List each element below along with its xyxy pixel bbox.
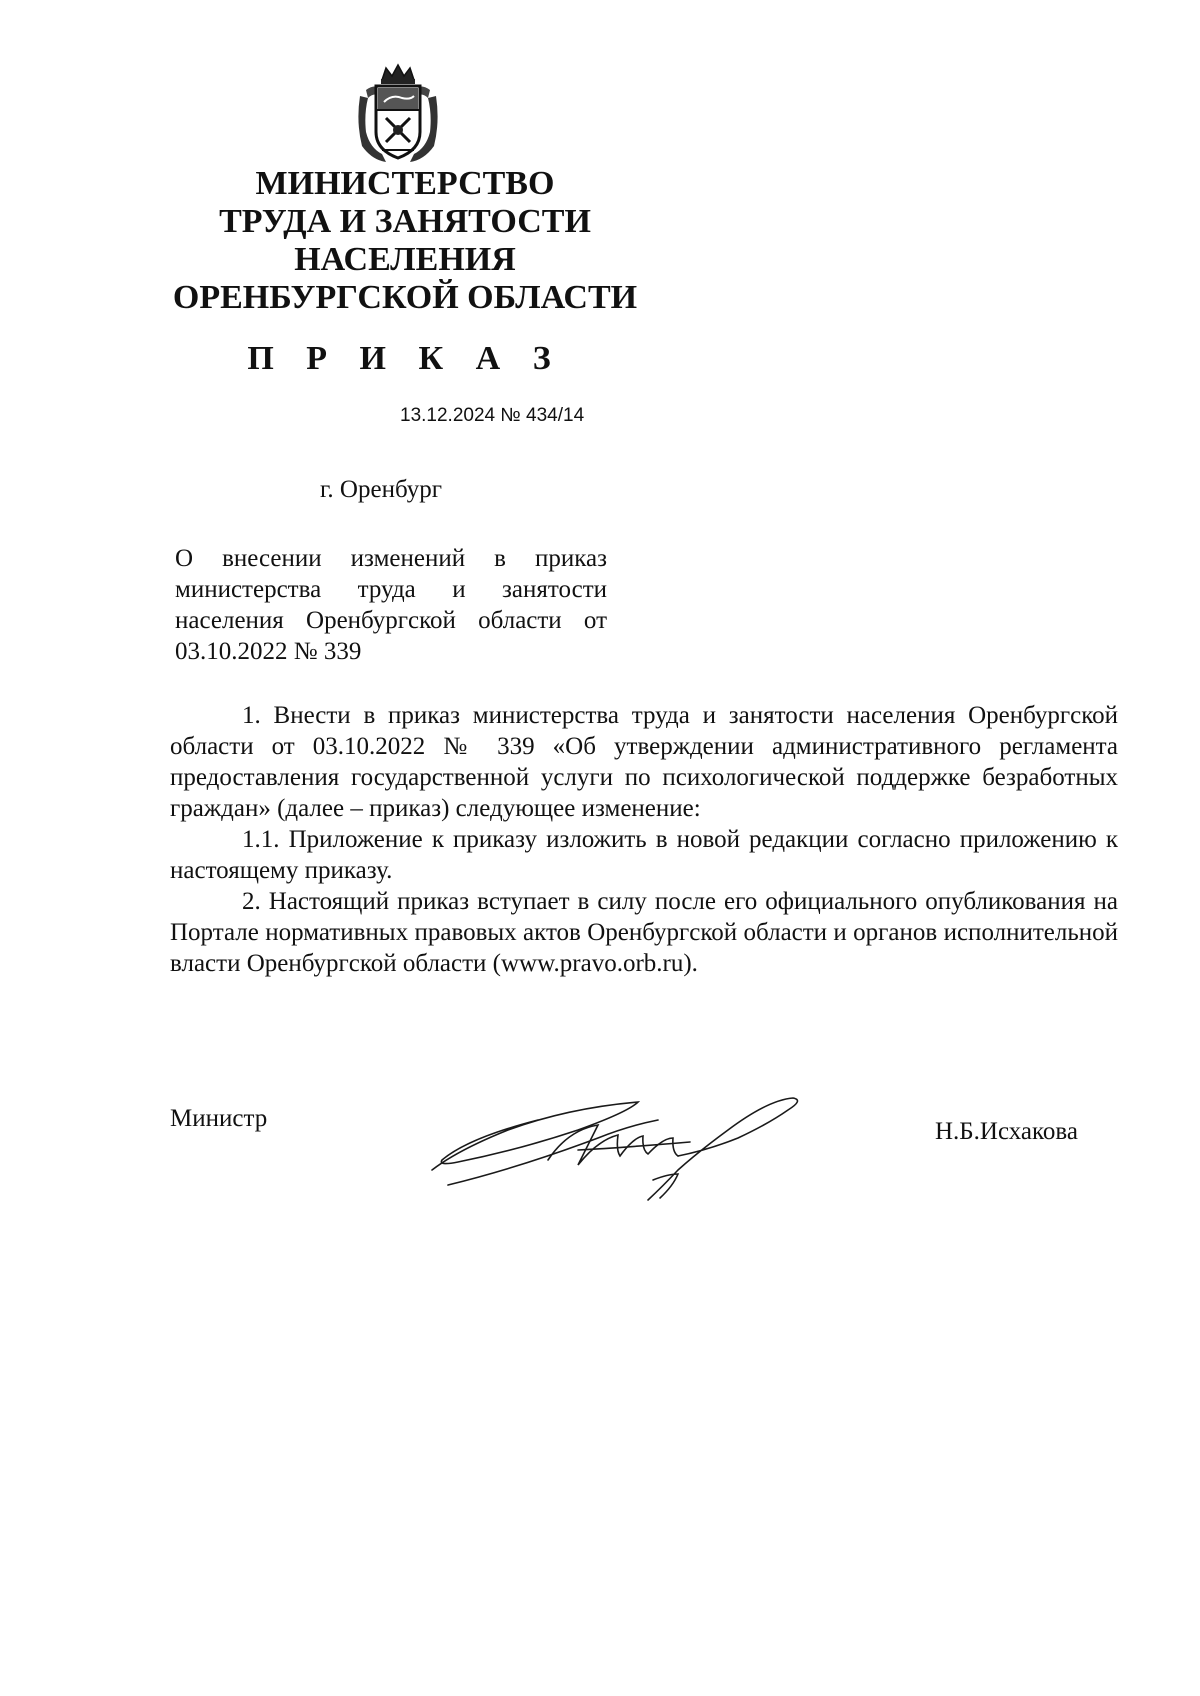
document-city: г. Оренбург [320,476,442,503]
ministry-name-line: ТРУДА И ЗАНЯТОСТИ [219,203,591,240]
document-body [170,700,1118,979]
document-subject: О внесении изменений в приказ министерства труда и занятости населения Оренбургской области от 03.10.2022 № 339 [175,545,607,665]
body-paragraph: 1.1. Приложение к приказу изложить в новой редакции согласно приложению к настоящему приказу. [170,826,1118,884]
ministry-name-line: ОРЕНБУРГСКОЙ ОБЛАСТИ [172,279,638,316]
signer-role: Министр [170,1105,268,1132]
ministry-name-line: МИНИСТЕРСТВО [255,165,555,202]
body-paragraph: 1. Внести в приказ министерства труда и занятости населения Оренбургской области от 03.10.2022 № 339 «Об утверждении административного регламента предоставления государственной услуги по психологической поддержке безработных граждан» (далее – приказ) следующее изменение: [170,702,1118,822]
document-date-number: 13.12.2024 № 434/14 [400,405,585,426]
signer-name: Н.Б.Исхакова [935,1118,1078,1145]
ministry-name [160,165,650,317]
handwritten-signature-icon [428,1090,848,1205]
ministry-name-line: НАСЕЛЕНИЯ [294,241,516,278]
body-paragraph: 2. Настоящий приказ вступает в силу после его официального опубликования на Портале нормативных правовых актов Оренбургской области и органов исполнительной власти Оренбургской области (www.pravo.orb.ru). [170,888,1118,977]
document-type: П Р И К А З [247,340,563,377]
coat-of-arms-icon [352,62,444,168]
